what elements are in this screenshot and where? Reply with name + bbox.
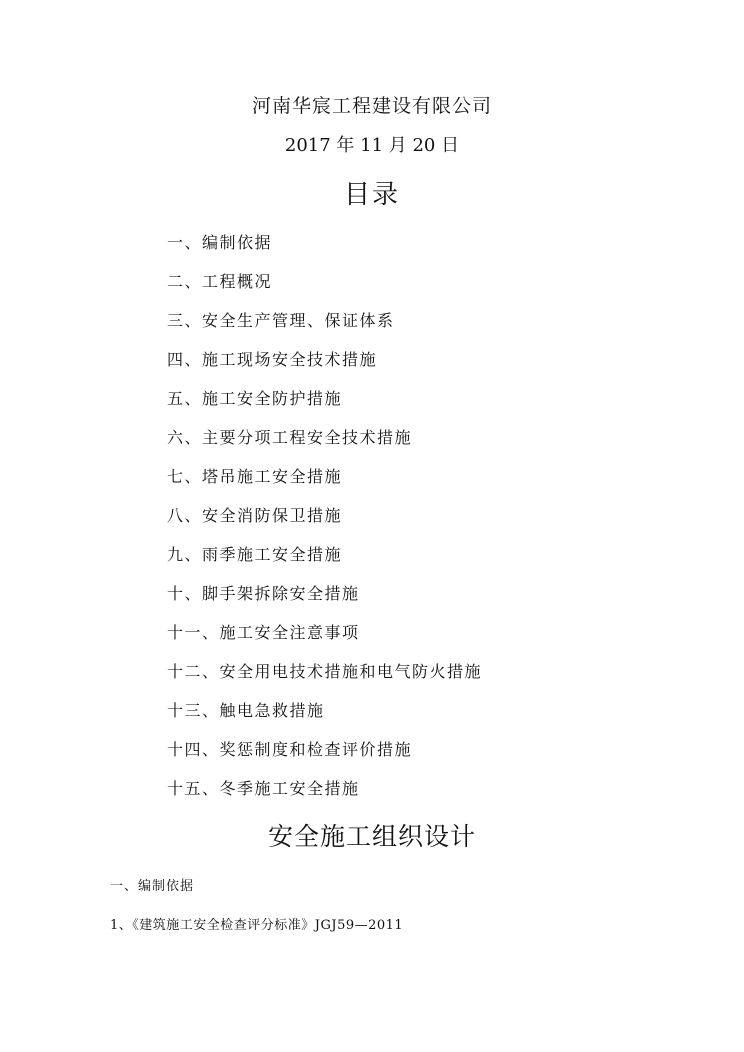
toc-item: 十、脚手架拆除安全措施	[167, 584, 360, 603]
document-date: 2017 年 11 月 20 日	[284, 135, 460, 156]
toc-item: 三、安全生产管理、保证体系	[167, 311, 395, 330]
toc-item: 五、施工安全防护措施	[167, 389, 343, 408]
toc-item: 四、施工现场安全技术措施	[167, 350, 378, 369]
toc-item: 九、雨季施工安全措施	[167, 545, 343, 564]
toc-item: 十一、施工安全注意事项	[167, 623, 360, 642]
table-of-contents	[167, 232, 482, 817]
toc-item: 十五、冬季施工安全措施	[167, 779, 360, 798]
toc-item: 六、主要分项工程安全技术措施	[167, 428, 413, 447]
toc-item: 十四、奖惩制度和检查评价措施	[167, 740, 413, 759]
document-title: 安全施工组织设计	[267, 822, 476, 851]
toc-item: 十三、触电急救措施	[167, 701, 325, 720]
toc-item: 十二、安全用电技术措施和电气防火措施	[167, 662, 483, 681]
reference-item: 1、《建筑施工安全检查评分标准》JGJ59—2011	[110, 918, 404, 933]
toc-item: 一、编制依据	[167, 233, 273, 252]
toc-item: 二、工程概况	[167, 272, 273, 291]
company-name: 河南华宸工程建设有限公司	[251, 95, 492, 117]
toc-item: 八、安全消防保卫措施	[167, 506, 343, 525]
toc-title: 目录	[343, 180, 400, 210]
section-heading: 一、编制依据	[110, 879, 195, 894]
toc-item: 七、塔吊施工安全措施	[167, 467, 343, 486]
